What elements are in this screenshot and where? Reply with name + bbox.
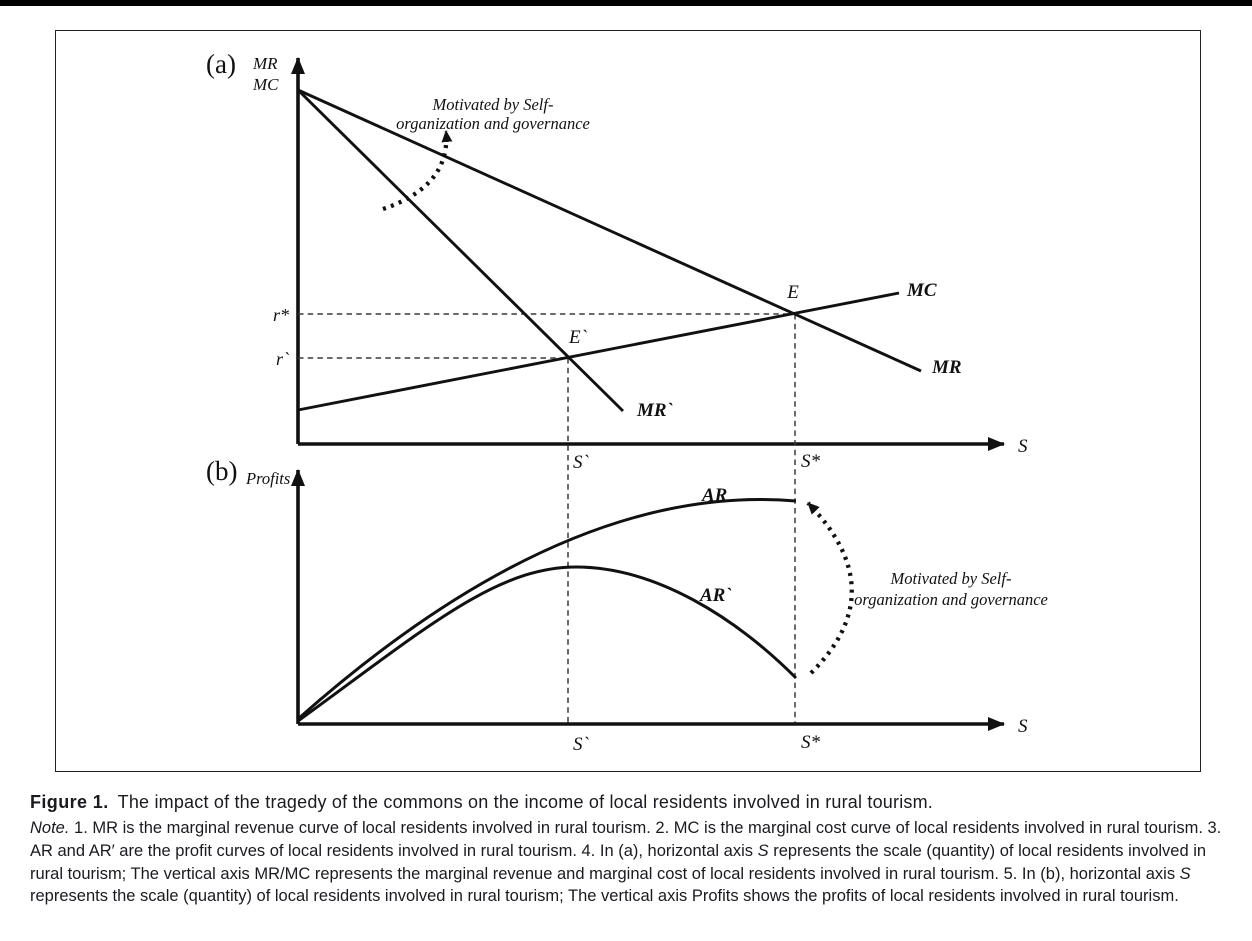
mc-line (298, 293, 899, 410)
figure-diagram (56, 31, 1198, 769)
note-italic-s-2: S (1179, 864, 1191, 883)
panel-a-tag: (a) (206, 49, 236, 79)
panel-b-tag: (b) (206, 456, 238, 486)
panel-a-y-axis-label-mr: MR (253, 54, 278, 73)
note-label: Note. (30, 819, 70, 837)
panel-a-s-star-label: S* (801, 451, 820, 472)
panel-a-x-axis-label: S (1018, 436, 1028, 457)
panel-b-annotation-line1: Motivated by Self- (890, 569, 1012, 588)
panel-b-s-star-label: S* (801, 732, 820, 753)
caption-title-line (30, 790, 1228, 814)
point-e-label: E (787, 282, 799, 303)
ar-prime-curve-label: AR` (700, 585, 732, 606)
mr-prime-line (298, 90, 623, 411)
mr-line (298, 90, 921, 371)
r-star-label: r* (272, 305, 289, 325)
mr-prime-curve-label: MR` (637, 400, 673, 421)
figure-title-text: The impact of the tragedy of the commons on the income of local residents involved in rural tourism. (117, 792, 934, 812)
panel-b-x-axis-label: S (1018, 716, 1028, 737)
panel-a-annotation-line1: Motivated by Self- (432, 95, 554, 114)
point-e-prime-label: E` (569, 327, 587, 348)
r-prime-label: r` (276, 349, 289, 369)
figure-caption (30, 790, 1228, 908)
ar-curve-label: AR (702, 485, 728, 506)
note-text-2: represents the scale (quantity) of local residents involved in rural tourism; The vertical axis MR/MC represents the marginal revenue and marginal cost of local residents involved in rural tourism. 5. In (b), horizontal axis (30, 841, 1207, 883)
note-text-3: represents the scale (quantity) of local residents involved in rural tourism; The vertical axis Profits shows the profits of local residents involved in rural tourism. (30, 887, 1179, 906)
figure-frame (55, 30, 1201, 772)
panel-b-s-prime-label: S` (573, 734, 589, 755)
ar-curve (298, 499, 796, 719)
panel-a-annotation-line2: organization and governance (396, 114, 590, 133)
panel-a-s-prime-label: S` (573, 452, 589, 473)
page-top-edge (0, 0, 1252, 6)
panel-b-motivation-arrow (808, 503, 852, 673)
panel-b-annotation-line2: organization and governance (854, 590, 1048, 609)
panel-a-y-axis-label-mc: MC (253, 75, 279, 94)
figure-number-label: Figure 1. (30, 792, 109, 812)
mr-curve-label: MR (932, 357, 962, 378)
note-italic-s-1: S (757, 841, 769, 860)
mc-curve-label: MC (907, 280, 937, 301)
panel-b-y-axis-label: Profits (246, 469, 291, 488)
note-text-1: 1. MR is the marginal revenue curve of local residents involved in rural tourism. 2. MC is the marginal cost curve of local residents involved in rural tourism. 3. AR and AR′ are the profit curves of local residents involved in rural tourism. 4. In (a), horizontal axis (30, 819, 1222, 860)
caption-note (30, 817, 1228, 908)
